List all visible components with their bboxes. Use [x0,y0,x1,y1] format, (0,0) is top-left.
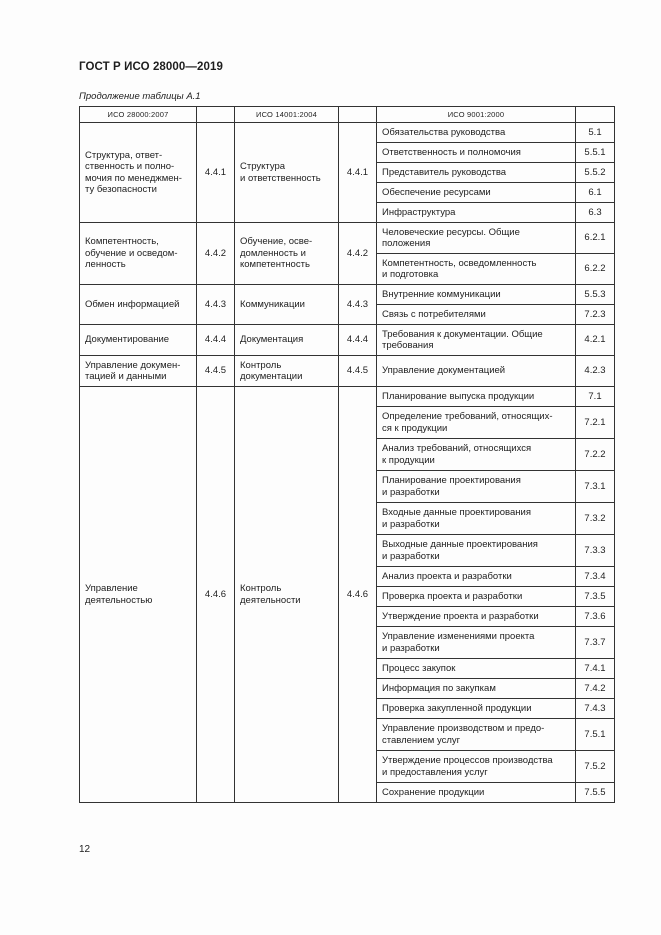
iso9001-clause: 7.3.1 [576,471,615,503]
iso14001-section: Коммуникации [235,285,339,325]
iso9001-clause: 7.4.2 [576,679,615,699]
iso28000-clause: 4.4.6 [197,387,235,803]
iso28000-clause: 4.4.3 [197,285,235,325]
iso9001-clause: 7.3.2 [576,503,615,535]
iso9001-clause: 7.2.3 [576,305,615,325]
iso9001-requirement: Инфраструктура [377,203,576,223]
table-row [80,285,615,305]
iso28000-clause: 4.4.5 [197,356,235,387]
iso9001-clause: 7.2.2 [576,439,615,471]
correspondence-table [79,106,615,803]
iso9001-requirement: Анализ проекта и разработки [377,567,576,587]
iso9001-clause: 5.5.3 [576,285,615,305]
iso28000-section: Документирование [80,325,197,356]
iso9001-requirement: Планирование выпуска продукции [377,387,576,407]
iso9001-requirement: Сохранение продукции [377,783,576,803]
iso14001-section: Документация [235,325,339,356]
iso9001-clause: 6.1 [576,183,615,203]
iso9001-requirement: Представитель руководства [377,163,576,183]
iso14001-section: Контроль документации [235,356,339,387]
iso9001-clause: 7.5.1 [576,719,615,751]
iso9001-requirement: Обязательства руководства [377,123,576,143]
iso9001-clause: 6.2.1 [576,223,615,254]
iso9001-clause: 5.5.2 [576,163,615,183]
iso9001-clause: 7.3.6 [576,607,615,627]
iso9001-requirement: Управление производством и предо- ставлением услуг [377,719,576,751]
iso14001-section: Обучение, осве- домленность и компетентность [235,223,339,285]
iso28000-clause: 4.4.1 [197,123,235,223]
document-title: ГОСТ Р ИСО 28000—2019 [79,61,224,73]
iso9001-clause: 7.3.4 [576,567,615,587]
table-row [80,223,615,254]
iso28000-clause: 4.4.2 [197,223,235,285]
table-row [80,356,615,387]
iso14001-section: Структура и ответственность [235,123,339,223]
iso9001-clause: 7.5.5 [576,783,615,803]
iso9001-requirement: Планирование проектирования и разработки [377,471,576,503]
iso9001-requirement: Управление документацией [377,356,576,387]
iso28000-section: Структура, ответ- ственность и полно- мочия по менеджмен- ту безопасности [80,123,197,223]
page-number: 12 [79,844,91,855]
iso9001-clause: 4.2.1 [576,325,615,356]
iso9001-clause: 7.5.2 [576,751,615,783]
iso9001-clause: 7.3.7 [576,627,615,659]
iso9001-requirement: Входные данные проектирования и разработки [377,503,576,535]
iso9001-requirement: Требования к документации. Общие требования [377,325,576,356]
iso9001-clause: 7.3.5 [576,587,615,607]
iso9001-requirement: Выходные данные проектирования и разработки [377,535,576,567]
iso9001-requirement: Проверка закупленной продукции [377,699,576,719]
table-caption: Продолжение таблицы А.1 [79,91,201,102]
col-header-iso28000-clause [197,107,235,123]
table-row [80,387,615,407]
iso9001-requirement: Информация по закупкам [377,679,576,699]
iso9001-clause: 7.3.3 [576,535,615,567]
table-row [80,123,615,143]
col-header-iso14001-clause [339,107,377,123]
iso28000-clause: 4.4.4 [197,325,235,356]
iso14001-clause: 4.4.4 [339,325,377,356]
iso9001-clause: 5.5.1 [576,143,615,163]
iso9001-requirement: Внутренние коммуникации [377,285,576,305]
col-header-iso14001: ИСО 14001:2004 [235,107,339,123]
table-header-row [80,107,615,123]
iso28000-section: Обмен информацией [80,285,197,325]
iso14001-clause: 4.4.5 [339,356,377,387]
iso9001-requirement: Ответственность и полномочия [377,143,576,163]
iso28000-section: Компетентность, обучение и осведом- ленность [80,223,197,285]
iso9001-requirement: Утверждение проекта и разработки [377,607,576,627]
iso9001-requirement: Обеспечение ресурсами [377,183,576,203]
iso9001-requirement: Процесс закупок [377,659,576,679]
iso14001-section: Контроль деятельности [235,387,339,803]
col-header-iso9001: ИСО 9001:2000 [377,107,576,123]
iso9001-clause: 7.4.1 [576,659,615,679]
iso9001-requirement: Анализ требований, относящихся к продукции [377,439,576,471]
iso9001-clause: 4.2.3 [576,356,615,387]
iso9001-clause: 6.2.2 [576,254,615,285]
iso9001-requirement: Управление изменениями проекта и разработки [377,627,576,659]
iso14001-clause: 4.4.2 [339,223,377,285]
iso9001-clause: 7.2.1 [576,407,615,439]
iso28000-section: Управление деятельностью [80,387,197,803]
iso9001-requirement: Проверка проекта и разработки [377,587,576,607]
table-row [80,325,615,356]
iso9001-clause: 6.3 [576,203,615,223]
iso9001-requirement: Человеческие ресурсы. Общие положения [377,223,576,254]
iso9001-requirement: Утверждение процессов производства и предоставления услуг [377,751,576,783]
iso9001-requirement: Связь с потребителями [377,305,576,325]
iso14001-clause: 4.4.1 [339,123,377,223]
iso28000-section: Управление докумен- тацией и данными [80,356,197,387]
iso9001-clause: 7.1 [576,387,615,407]
iso9001-clause: 7.4.3 [576,699,615,719]
iso9001-requirement: Компетентность, осведомленность и подготовка [377,254,576,285]
col-header-iso28000: ИСО 28000:2007 [80,107,197,123]
col-header-iso9001-clause [576,107,615,123]
iso14001-clause: 4.4.6 [339,387,377,803]
table-body [80,107,615,803]
iso14001-clause: 4.4.3 [339,285,377,325]
iso9001-clause: 5.1 [576,123,615,143]
iso9001-requirement: Определение требований, относящих- ся к продукции [377,407,576,439]
